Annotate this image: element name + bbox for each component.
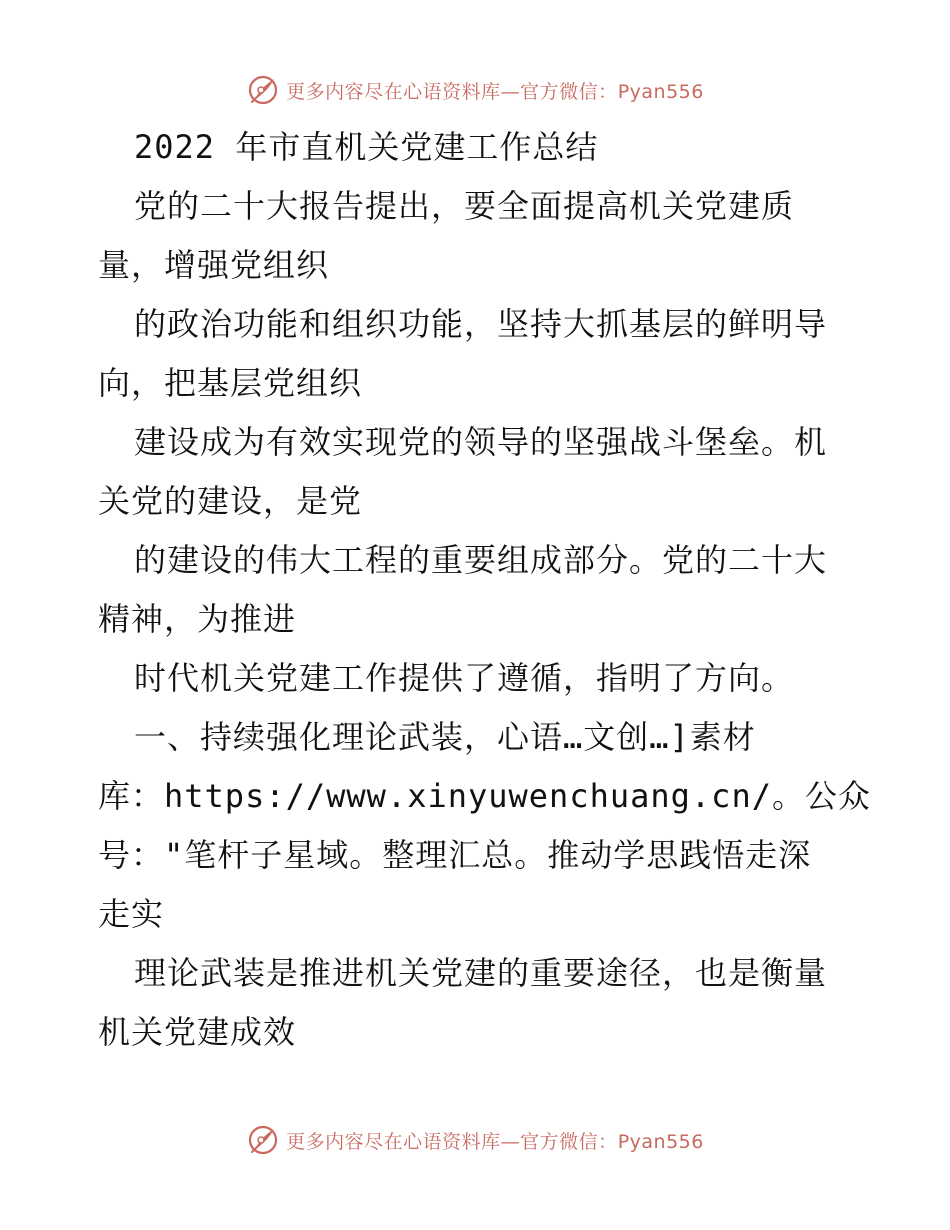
quill-pen-logo-icon bbox=[246, 73, 280, 107]
text-line: 精神，为推进 bbox=[98, 600, 297, 638]
header-wechat-id: Pyan556 bbox=[617, 80, 704, 103]
document-body bbox=[98, 118, 871, 1062]
header-banner bbox=[0, 70, 950, 110]
text-line: 库：https://www.xinyuwenchuang.cn/。公众 bbox=[98, 777, 871, 815]
text-line: 走实 bbox=[98, 895, 165, 933]
text-line: 机关党建成效 bbox=[98, 1013, 297, 1051]
text-line: 量，增强党组织 bbox=[98, 246, 330, 284]
header-banner-separator: — bbox=[500, 80, 521, 103]
footer-banner-main-text: 更多内容尽在心语资料库 bbox=[286, 1130, 501, 1153]
header-banner-content bbox=[246, 73, 704, 107]
text-line: 理论武装是推进机关党建的重要途径，也是衡量 bbox=[134, 954, 828, 992]
footer-banner bbox=[0, 1120, 950, 1160]
text-line: 党的二十大报告提出，要全面提高机关党建质 bbox=[134, 187, 795, 225]
text-line: 号："笔杆子星域。整理汇总。推动学思践悟走深 bbox=[98, 836, 812, 874]
text-line: 一、持续强化理论武装，心语…文创…]素材 bbox=[134, 718, 756, 756]
text-line: 2022 年市直机关党建工作总结 bbox=[134, 128, 599, 166]
text-line: 建设成为有效实现党的领导的坚强战斗堡垒。机 bbox=[134, 423, 828, 461]
header-wechat-label: 官方微信： bbox=[520, 80, 618, 103]
footer-wechat-label: 官方微信： bbox=[520, 1130, 618, 1153]
text-line: 向，把基层党组织 bbox=[98, 364, 363, 402]
header-banner-main-text: 更多内容尽在心语资料库 bbox=[286, 80, 501, 103]
header-banner-text bbox=[286, 77, 704, 104]
text-line: 关党的建设，是党 bbox=[98, 482, 363, 520]
quill-pen-logo-icon bbox=[246, 1123, 280, 1157]
footer-banner-content bbox=[246, 1123, 704, 1157]
text-line: 的政治功能和组织功能，坚持大抓基层的鲜明导 bbox=[134, 305, 828, 343]
footer-banner-separator: — bbox=[500, 1130, 521, 1153]
footer-wechat-id: Pyan556 bbox=[617, 1130, 704, 1153]
text-line: 的建设的伟大工程的重要组成部分。党的二十大 bbox=[134, 541, 828, 579]
text-line: 时代机关党建工作提供了遵循，指明了方向。 bbox=[134, 659, 795, 697]
footer-banner-text bbox=[286, 1127, 704, 1154]
